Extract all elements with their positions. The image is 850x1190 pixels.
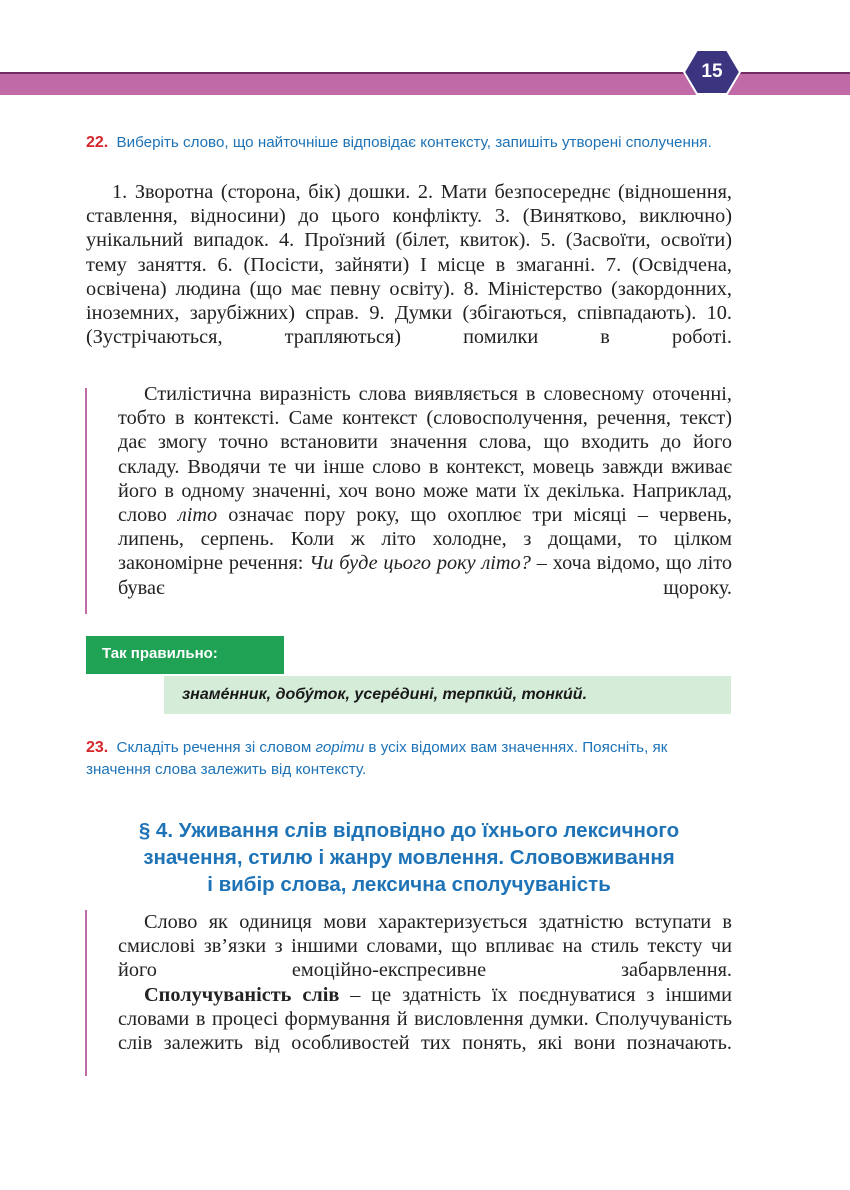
- theory-paragraph: [118, 983, 732, 1056]
- task-instruction: [86, 739, 667, 778]
- text-run: – хоча відомо, що літо буває щороку.: [118, 552, 732, 599]
- text-run: в усіх відомих вам значеннях. Поясніть, як значення слова залежить від контексту.: [86, 739, 668, 778]
- task-instruction: Виберіть слово, що найточніше відповідає контексту, запишіть утворені сполучення.: [116, 134, 712, 151]
- text-run: – це здатність їх поєднуватися з іншими словами в процесі формування й висловлення думки. Сполучуваність слів залежить від особливостей тих понять, які вони позначають.: [118, 983, 732, 1055]
- text-run: Стилістична виразність слова виявляється в словесному оточенні, тобто в контексті. Саме контекст (словосполучення, речення, текст) дає змогу точно встановити значення слова, що входить до його складу. Вводячи те чи інше слово в контекст, мовець завжди вживає його в одному значенні, хоч воно може мати їх декілька. Наприклад, слово: [118, 383, 732, 527]
- correct-label: Так правильно:: [86, 636, 284, 674]
- theory-paragraph: [118, 382, 732, 600]
- theory-block-1: [118, 382, 732, 600]
- theory-side-line: [85, 910, 87, 1076]
- page-number: 15: [701, 61, 723, 82]
- task-number: 23.: [86, 739, 109, 756]
- theory-paragraph: Слово як одиниця мови характеризується здатністю вступати в смислові зв’язки з іншими словами, що впливає на стиль тексту чи його емоційно-експресивне забарвлення.: [118, 911, 732, 982]
- section-title-line: значення, стилю і жанру мовлення. Слововживання: [143, 846, 675, 869]
- section-title: [86, 817, 732, 898]
- exercise-paragraph: 1. Зворотна (сторона, бік) дошки. 2. Мати безпосереднє (відношення, ставлення, відносини) до цього конфлікту. 3. (Винятково, виключно) унікальний випадок. 4. Проїзний (білет, квиток). 5. (Засвоїти, освоїти) тему заняття. 6. (Посісти, зайняти) І місце в змаганні. 7. (Освідчена, освічена) людина (що має певну освіту). 8. Міністерство (закордонних, іноземних, зарубіжних) справ. 9. Думки (збігаються, співпадають). 10. (Зустрічаються, трапляються) помилки в роботі.: [86, 181, 732, 349]
- page-number-badge: [683, 48, 741, 96]
- italic-term: літо: [177, 504, 218, 527]
- italic-example: Чи буде цього року літо?: [309, 552, 531, 575]
- task-number: 22.: [86, 134, 109, 151]
- task-22-instruction: [86, 132, 736, 154]
- section-title-line: і вибір слова, лексична сполучуваність: [207, 873, 611, 896]
- text-run: означає пору року, що охоплює три місяці – червень, липень, серпень. Коли ж літо холодне, з дощами, то цілком закономірне речення:: [118, 504, 732, 575]
- section-title-line: § 4. Уживання слів відповідно до їхнього лексичного: [138, 819, 680, 842]
- bold-term: Сполучуваність слів: [144, 983, 340, 1006]
- exercise-22-text: [86, 180, 732, 349]
- theory-side-line: [85, 388, 87, 614]
- text-run: Складіть речення зі словом: [116, 739, 316, 756]
- correct-words: знаме́нник, добу́ток, усере́дині, терпки́й, тонки́й.: [164, 676, 731, 714]
- italic-term: горіти: [315, 739, 365, 756]
- theory-block-2: [118, 910, 732, 1055]
- task-23-instruction: [86, 737, 736, 781]
